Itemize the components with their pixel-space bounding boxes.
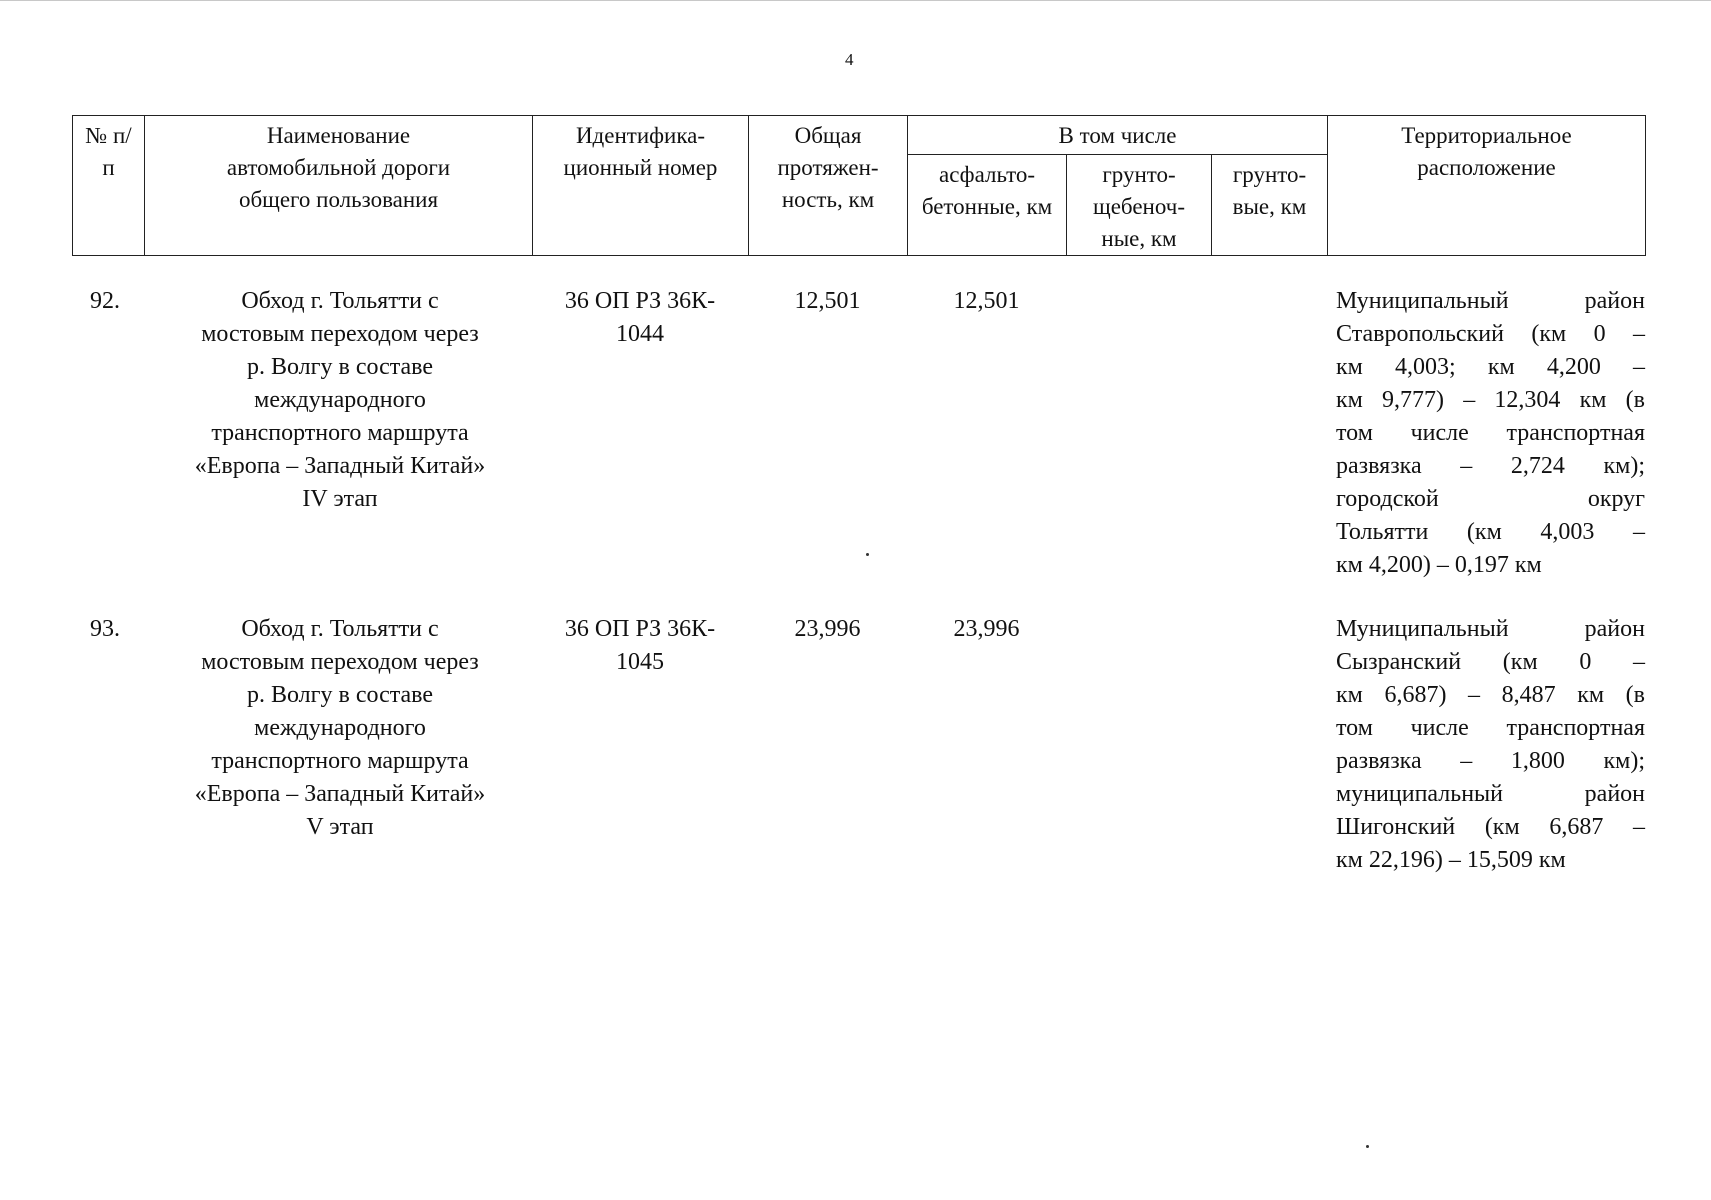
territory-text: Муниципальный район Ставропольский (км 0 – км 4,003; км 4,200 – км 9,777) – 12,304 км (в том числе транспортная развязка – 2,724 км); городской округ Тольятти (км 4,003 – км 4,200) – 0,197 км (1336, 288, 1645, 578)
road-id: 36 ОП РЗ 36К- 1045 (564, 616, 716, 675)
top-border (0, 0, 1711, 1)
row-number: 93. (90, 616, 120, 642)
header-name: Наименование автомобильной дороги общего пользования (145, 116, 533, 256)
asphalt-length: 12,501 (953, 288, 1020, 314)
road-name: Обход г. Тольятти с мостовым переходом через р. Волгу в составе международного транспортного маршрута «Европа – Западный Китай» V этап (194, 616, 486, 840)
total-length: 12,501 (794, 288, 861, 314)
header-territory: Территориальное расположение (1328, 116, 1646, 256)
total-length: 23,996 (794, 616, 861, 642)
header-id: Идентифика-ционный номер (533, 116, 749, 256)
scan-speck (1366, 1145, 1369, 1148)
header-total: Общая протяжен-ность, км (749, 116, 908, 256)
road-id: 36 ОП РЗ 36К- 1044 (564, 288, 716, 347)
header-num: № п/п (73, 116, 145, 256)
page-number: 4 (845, 50, 854, 69)
table-header (72, 115, 1646, 256)
scan-speck (866, 553, 869, 556)
header-including: В том числе (908, 116, 1328, 155)
row-number: 92. (90, 288, 120, 314)
header-asphalt: асфальто-бетонные, км (908, 155, 1067, 256)
header-dirt: грунто-вые, км (1212, 155, 1328, 256)
header-gravel: грунто-щебеноч-ные, км (1067, 155, 1212, 256)
asphalt-length: 23,996 (953, 616, 1020, 642)
territory-text: Муниципальный район Сызранский (км 0 – км 6,687) – 8,487 км (в том числе транспортная развязка – 1,800 км); муниципальный район Шигонский (км 6,687 – км 22,196) – 15,509 км (1336, 616, 1645, 873)
road-name: Обход г. Тольятти с мостовым переходом через р. Волгу в составе международного транспортного маршрута «Европа – Западный Китай» IV этап (194, 288, 486, 512)
